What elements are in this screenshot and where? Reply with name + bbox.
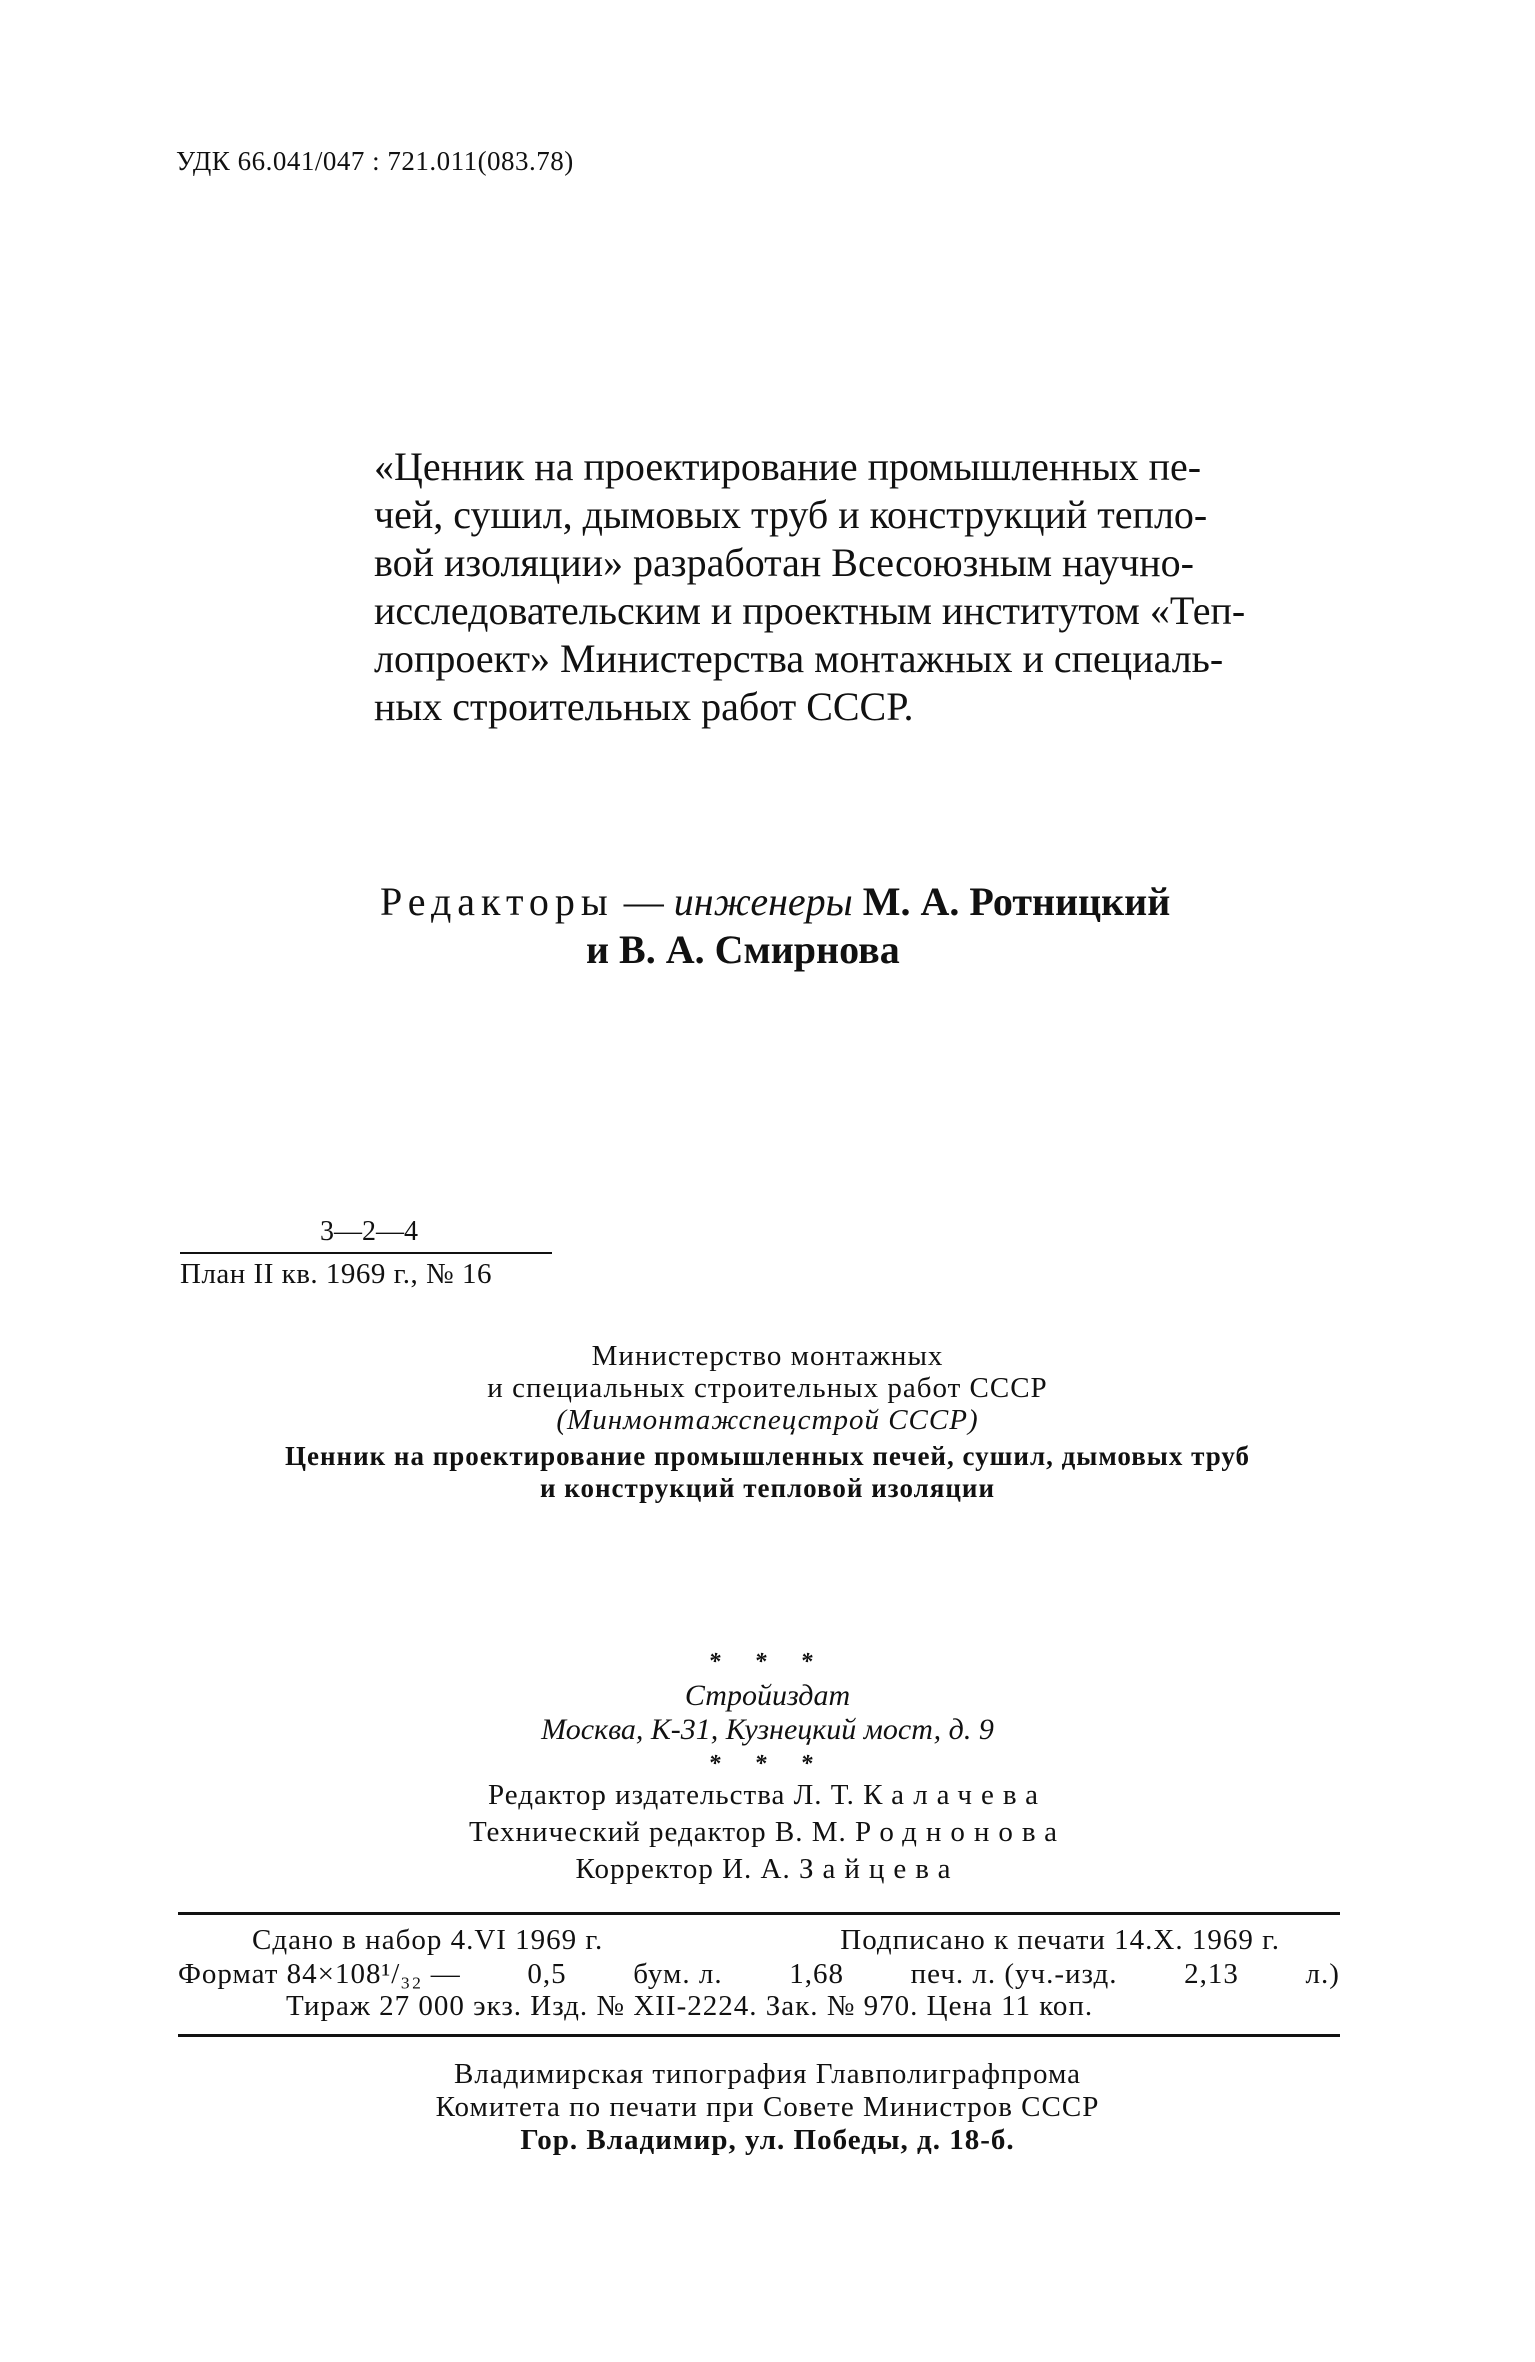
paper-sheets: 0,5: [527, 1958, 567, 1990]
technical-editor-name: Роднонова: [855, 1816, 1067, 1848]
editors-dash: —: [613, 879, 674, 924]
technical-editor-role: Технический редактор В. М.: [468, 1816, 855, 1848]
editors-credit: [380, 878, 1170, 974]
description-line: исследовательским и проектным институтом «Теп-: [374, 588, 1246, 633]
description-line: ных строительных работ СССР.: [374, 684, 914, 729]
paper-sheets-unit: бум. л.: [633, 1958, 723, 1990]
signed-date: Подписано к печати 14.X. 1969 г.: [840, 1924, 1280, 1956]
publisher-sheets: 2,13: [1184, 1958, 1239, 1990]
print-sheets-unit: печ. л. (уч.-изд.: [910, 1958, 1118, 1990]
stars-separator: * * *: [708, 1649, 827, 1675]
imprint-top-rule: [178, 1912, 1340, 1915]
publisher-block: [0, 1645, 1535, 1781]
stars-separator: * * *: [708, 1751, 827, 1777]
imprint-bottom-rule: [178, 2034, 1340, 2037]
imprint-row-2: [178, 1958, 1340, 1991]
corrector-role: Корректор И. А.: [575, 1853, 799, 1885]
print-sheets: 1,68: [789, 1958, 845, 1990]
corrector-name: Зайцева: [798, 1853, 960, 1885]
publishing-editor: [0, 1777, 1535, 1814]
staff-block: [0, 1777, 1535, 1888]
publisher-sheets-unit: л.): [1305, 1958, 1340, 1990]
book-title: [0, 1440, 1535, 1504]
udk-code: УДК 66.041/047 : 721.011(083.78): [176, 146, 574, 176]
imprint-row-1: [178, 1924, 1340, 1957]
publishing-editor-role: Редактор издательства Л. Т.: [487, 1779, 864, 1811]
editor-name-1: М. А. Ротницкий: [852, 879, 1171, 924]
book-title-line-1: Ценник на проектирование промышленных печей, сушил, дымовых труб: [284, 1441, 1251, 1471]
ministry-line-1: Министерство монтажных: [591, 1340, 944, 1372]
format-label: Формат 84×108¹/₃₂ —: [178, 1958, 461, 1990]
book-title-line-2: и конструкций тепловой изоляции: [539, 1473, 996, 1503]
printer-address: Гор. Владимир, ул. Победы, д. 18-б.: [520, 2124, 1015, 2156]
editor-name-2: и В. А. Смирнова: [586, 927, 900, 972]
description-line: «Ценник на проектирование промышленных пе-: [374, 444, 1202, 489]
ministry-line-2: и специальных строительных работ СССР: [487, 1372, 1048, 1404]
printer-block: [0, 2058, 1535, 2157]
editors-role: инженеры: [673, 879, 853, 924]
plan-text: План II кв. 1969 г., № 16: [180, 1258, 492, 1290]
publishing-editor-name: Калачева: [863, 1779, 1048, 1811]
description-paragraph: [374, 443, 1246, 731]
circulation-text: Тираж 27 000 экз. Изд. № XII-2224. Зак. № 970. Цена 11 коп.: [286, 1990, 1094, 2022]
technical-editor: [0, 1814, 1535, 1851]
editors-label: Редакторы: [380, 879, 614, 924]
publisher-address: Москва, К-31, Кузнецкий мост, д. 9: [541, 1713, 994, 1746]
description-line: вой изоляции» разработан Всесоюзным научно-: [374, 540, 1194, 585]
printer-line-1: Владимирская типография Главполиграфпрома: [454, 2058, 1081, 2090]
ministry-line-3: (Минмонтажспецстрой СССР): [556, 1404, 979, 1436]
description-line: чей, сушил, дымовых труб и конструкций тепло-: [374, 492, 1208, 537]
plan-code: 3—2—4: [320, 1216, 418, 1247]
description-line: лопроект» Министерства монтажных и специаль-: [374, 636, 1224, 681]
imprint-row-3: [178, 1990, 1340, 2023]
printer-line-2: Комитета по печати при Совете Министров СССР: [435, 2091, 1100, 2123]
corrector: [0, 1851, 1535, 1888]
ministry-block: [0, 1340, 1535, 1436]
plan-divider: [180, 1252, 552, 1254]
typeset-date: Сдано в набор 4.VI 1969 г.: [252, 1924, 604, 1956]
publisher-name: Стройиздат: [684, 1679, 851, 1712]
